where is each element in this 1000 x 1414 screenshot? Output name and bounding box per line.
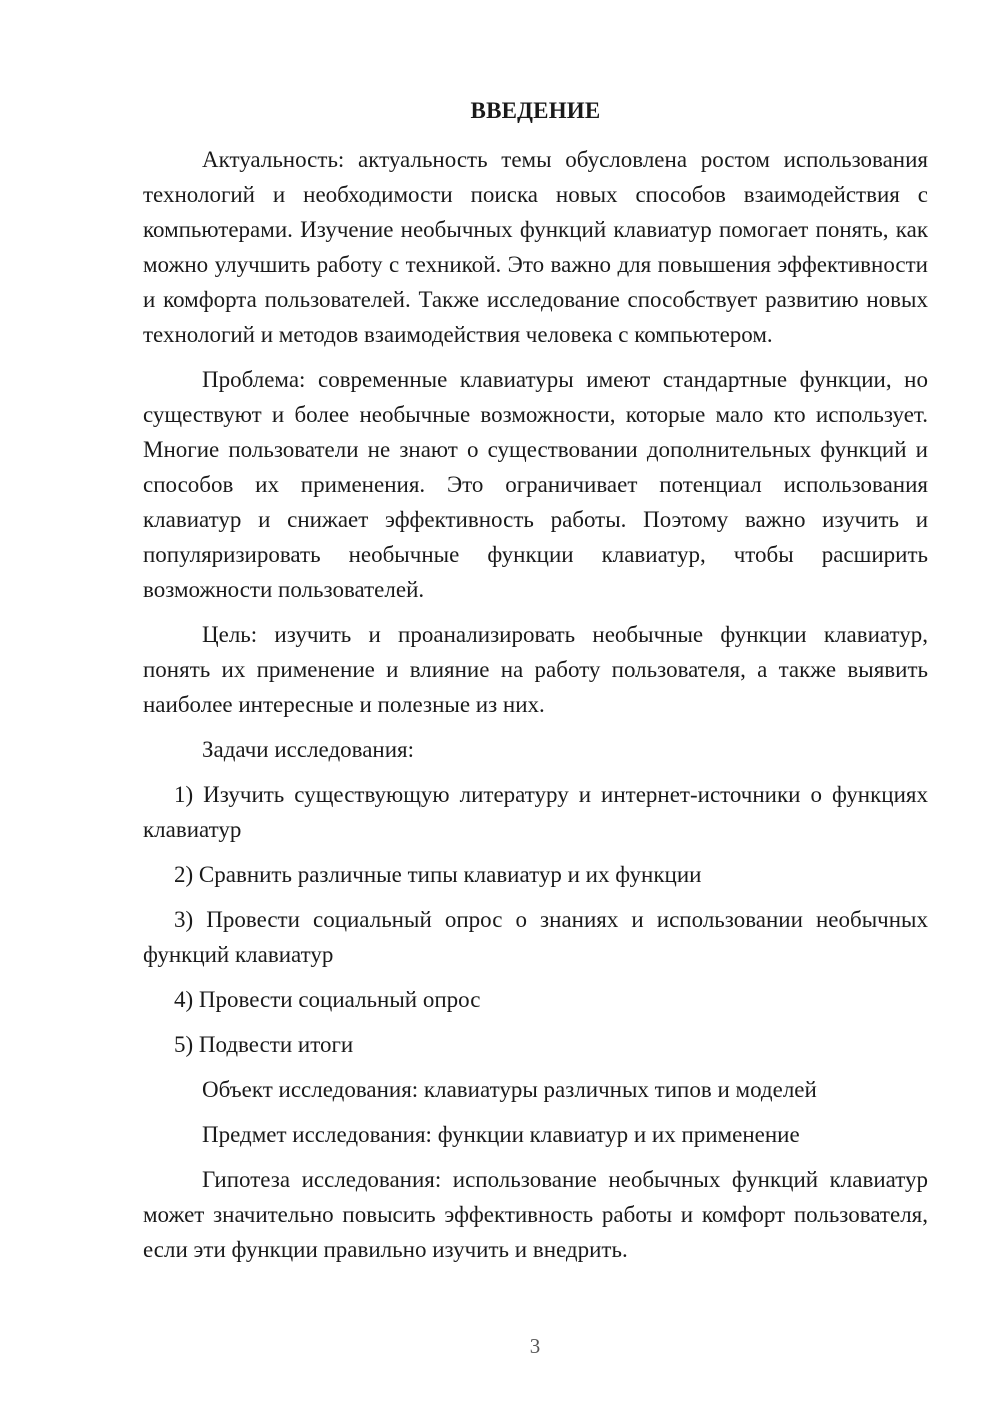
page-heading: ВВЕДЕНИЕ [470,98,601,123]
tasks-title: Задачи исследования: [202,737,415,762]
problem-paragraph: Проблема: современные клавиатуры имеют стандартные функции, но существуют и более необычные возможности, которые мало кто использует. Многие пользователи не знают о существовании дополнительных функций и способов их применения. Это ограничивает потенциал использования клавиатур и снижает эффективность работы. Поэтому важно изучить и популяризировать необычные функции клавиатур, чтобы расширить возможности пользователей. [143,367,928,602]
task-item-5: 5) Подвести итоги [174,1032,354,1057]
research-subject: Предмет исследования: функции клавиатур и их применение [202,1122,800,1147]
goal-paragraph: Цель: изучить и проанализировать необычные функции клавиатур, понять их применение и влияние на работу пользователя, а также выявить наиболее интересные и полезные из них. [143,622,928,717]
task-item-3: 3) Провести социальный опрос о знаниях и использовании необычных функций клавиатур [143,907,928,967]
page-number: 3 [529,1334,541,1358]
task-item-2: 2) Сравнить различные типы клавиатур и их функции [174,862,702,887]
research-hypothesis: Гипотеза исследования: использование необычных функций клавиатур может значительно повысить эффективность работы и комфорт пользователя, если эти функции правильно изучить и внедрить. [143,1167,928,1262]
task-item-1: 1) Изучить существующую литературу и интернет-источники о функциях клавиатур [143,782,928,842]
task-item-4: 4) Провести социальный опрос [174,987,481,1012]
document-body [143,142,928,1277]
research-object: Объект исследования: клавиатуры различных типов и моделей [202,1077,817,1102]
relevance-paragraph: Актуальность: актуальность темы обусловлена ростом использования технологий и необходимости поиска новых способов взаимодействия с компьютерами. Изучение необычных функций клавиатур помогает понять, как можно улучшить работу с техникой. Это важно для повышения эффективности и комфорта пользователей. Также исследование способствует развитию новых технологий и методов взаимодействия человека с компьютером. [143,147,928,347]
